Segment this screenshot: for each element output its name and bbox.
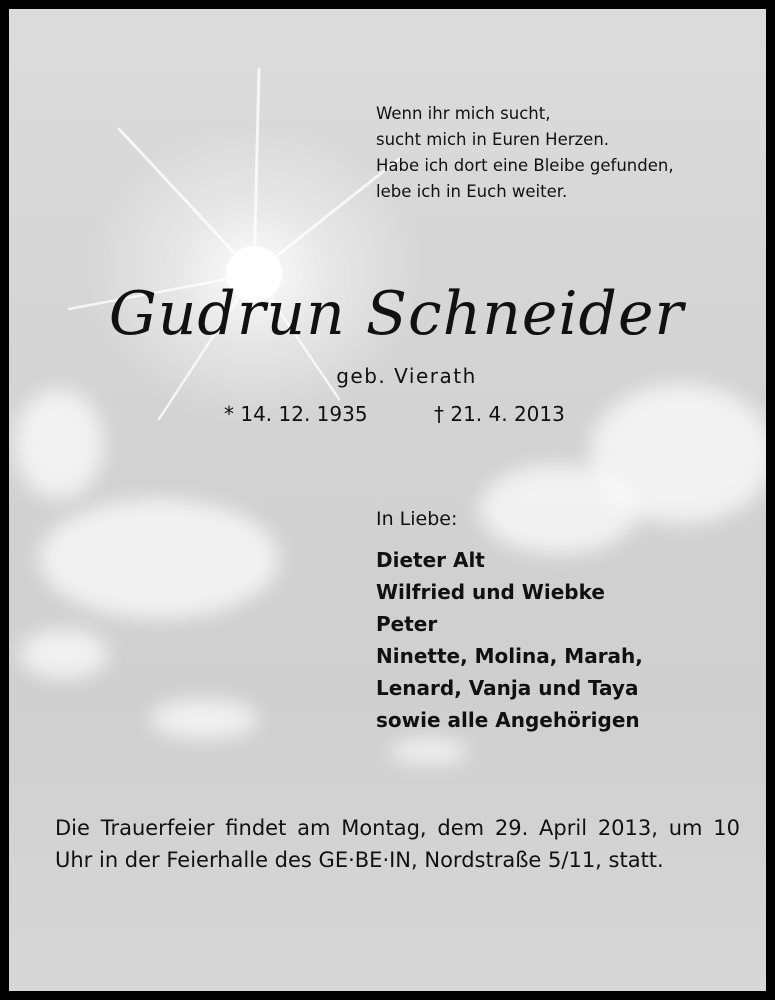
funeral-notice: Die Trauerfeier findet am Montag, dem 29. April 2013, um 10 Uhr in der Feierhalle des GE·BE·IN, Nordstraße 5/11, statt.	[55, 816, 740, 872]
in-love-label: In Liebe:	[376, 508, 458, 530]
mourner: Ninette, Molina, Marah,	[376, 644, 643, 668]
cloud	[39, 499, 279, 619]
mourner: sowie alle Angehörigen	[376, 708, 640, 732]
mourners-list	[376, 544, 643, 736]
mourner: Peter	[376, 612, 438, 636]
mourner: Wilfried und Wiebke	[376, 580, 605, 604]
poem-line: Habe ich dort eine Bleibe gefunden,	[376, 156, 674, 175]
cloud	[19, 629, 109, 679]
mourner: Dieter Alt	[376, 548, 485, 572]
cloud	[589, 384, 774, 524]
poem-line: lebe ich in Euch weiter.	[376, 182, 568, 201]
deceased-name: Gudrun Schneider	[108, 279, 685, 349]
poem-line: sucht mich in Euren Herzen.	[376, 130, 610, 149]
mourner: Lenard, Vanja und Taya	[376, 676, 639, 700]
cloud	[14, 389, 104, 499]
poem	[376, 101, 674, 205]
death-date: † 21. 4. 2013	[434, 402, 565, 426]
poem-line: Wenn ihr mich sucht,	[376, 104, 551, 123]
cloud	[149, 699, 259, 739]
cloud	[389, 739, 469, 764]
birth-date: * 14. 12. 1935	[224, 402, 368, 426]
birth-name: geb. Vierath	[336, 364, 477, 388]
